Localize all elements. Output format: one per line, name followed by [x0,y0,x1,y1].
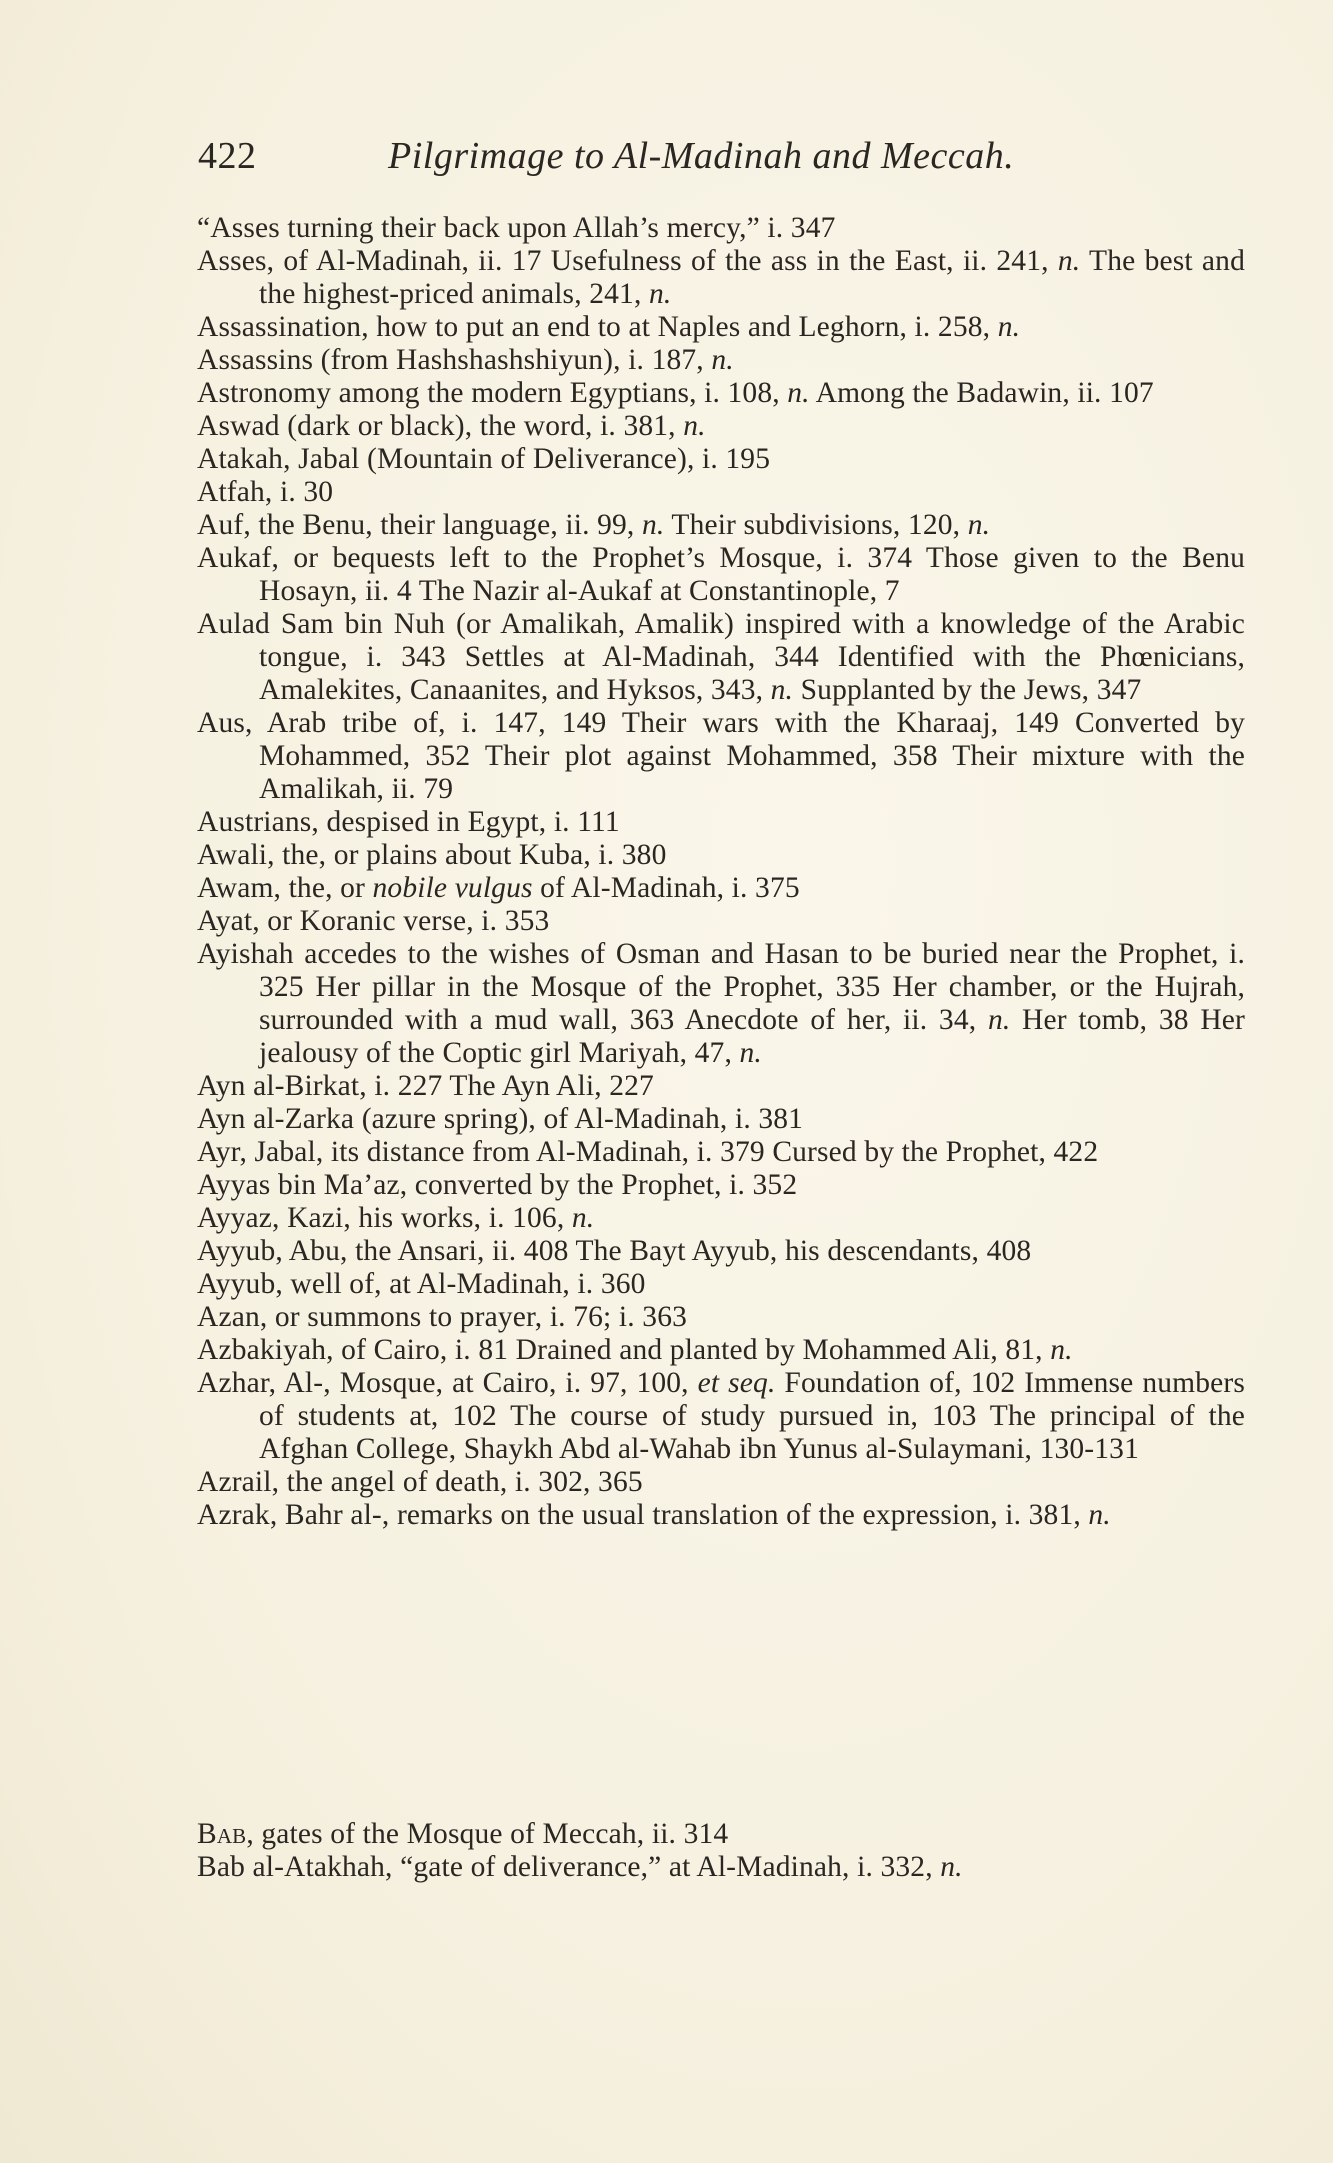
index-section-b [197,1818,1245,1884]
index-entry: Ayyub, well of, at Al-Madinah, i. 360 [197,1268,646,1300]
index-entry: Azrail, the angel of death, i. 302, 365 [197,1466,643,1498]
index-entry: Azbakiyah, of Cairo, i. 81 Drained and planted by Mohammed Ali, 81, n. [197,1334,1073,1366]
running-title: Pilgrimage to Al-Madinah and Meccah. [388,135,1015,177]
index-entry: Azan, or summons to prayer, i. 76; i. 363 [197,1301,688,1333]
index-entry: Ayn al-Zarka (azure spring), of Al-Madinah, i. 381 [197,1103,804,1135]
index-entry: Ayyaz, Kazi, his works, i. 106, n. [197,1202,595,1234]
index-entry: Aulad Sam bin Nuh (or Amalikah, Amalik) inspired with a knowledge of the Arabic tongue, i. 343 Settles at Al-Madinah, 344 Identified with the Phœnicians, Amalekites, Canaanites, and Hyksos, 343, n. Supplanted by the Jews, 347 [197,608,1245,706]
index-entry: Assassins (from Hashshashshiyun), i. 187, n. [197,344,734,376]
index-entry: Atakah, Jabal (Mountain of Deliverance), i. 195 [197,443,771,475]
index-entry: Awam, the, or nobile vulgus of Al-Madinah, i. 375 [197,872,800,904]
index-entry: Astronomy among the modern Egyptians, i. 108, n. Among the Badawin, ii. 107 [197,377,1154,409]
index-section-a [197,212,1245,1532]
index-entry: Ayat, or Koranic verse, i. 353 [197,905,550,937]
index-entry: Asses, of Al-Madinah, ii. 17 Usefulness of the ass in the East, ii. 241, n. The best and the highest-priced animals, 241, n. [197,245,1245,310]
index-entry: Awali, the, or plains about Kuba, i. 380 [197,839,667,871]
index-entry: Bab al-Atakhah, “gate of deliverance,” at Al-Madinah, i. 332, n. [197,1851,963,1883]
index-entry: Aukaf, or bequests left to the Prophet’s Mosque, i. 374 Those given to the Benu Hosayn, ii. 4 The Nazir al-Aukaf at Constantinople, 7 [197,542,1245,607]
index-entry: Azrak, Bahr al-, remarks on the usual translation of the expression, i. 381, n. [197,1499,1111,1531]
index-entry-bab [197,1818,1245,1851]
entry-text: , gates of the Mosque of Meccah, ii. 314 [246,1818,729,1850]
index-entry: Ayyub, Abu, the Ansari, ii. 408 The Bayt Ayyub, his descendants, 408 [197,1235,1032,1267]
page-number: 422 [198,135,257,177]
entry-headword: Bab [197,1818,247,1850]
index-entry: Aus, Arab tribe of, i. 147, 149 Their wars with the Kharaaj, 149 Converted by Mohammed, 352 Their plot against Mohammed, 358 Their mixture with the Amalikah, ii. 79 [197,707,1245,805]
index-entry: Ayr, Jabal, its distance from Al-Madinah, i. 379 Cursed by the Prophet, 422 [197,1136,1099,1168]
index-entry: Ayyas bin Ma’az, converted by the Prophet, i. 352 [197,1169,798,1201]
index-entry: “Asses turning their back upon Allah’s mercy,” i. 347 [197,212,836,244]
index-entry: Assassination, how to put an end to at Naples and Leghorn, i. 258, n. [197,311,1021,343]
running-head [198,128,1248,184]
index-entry: Ayishah accedes to the wishes of Osman and Hasan to be buried near the Prophet, i. 325 Her pillar in the Mosque of the Prophet, 335 Her chamber, or the Hujrah, surrounded with a mud wall, 363 Anecdote of her, ii. 34, n. Her tomb, 38 Her jealousy of the Coptic girl Mariyah, 47, n. [197,938,1245,1069]
index-entry: Azhar, Al-, Mosque, at Cairo, i. 97, 100, et seq. Foundation of, 102 Immense numbers of students at, 102 The course of study pursued in, 103 The principal of the Afghan College, Shaykh Abd al-Wahab ibn Yunus al-Sulaymani, 130-131 [197,1367,1245,1465]
index-entry: Atfah, i. 30 [197,476,334,508]
index-entry: Austrians, despised in Egypt, i. 111 [197,806,620,838]
index-entry: Auf, the Benu, their language, ii. 99, n. Their subdivisions, 120, n. [197,509,991,541]
index-entry: Aswad (dark or black), the word, i. 381, n. [197,410,706,442]
index-entry: Ayn al-Birkat, i. 227 The Ayn Ali, 227 [197,1070,654,1102]
